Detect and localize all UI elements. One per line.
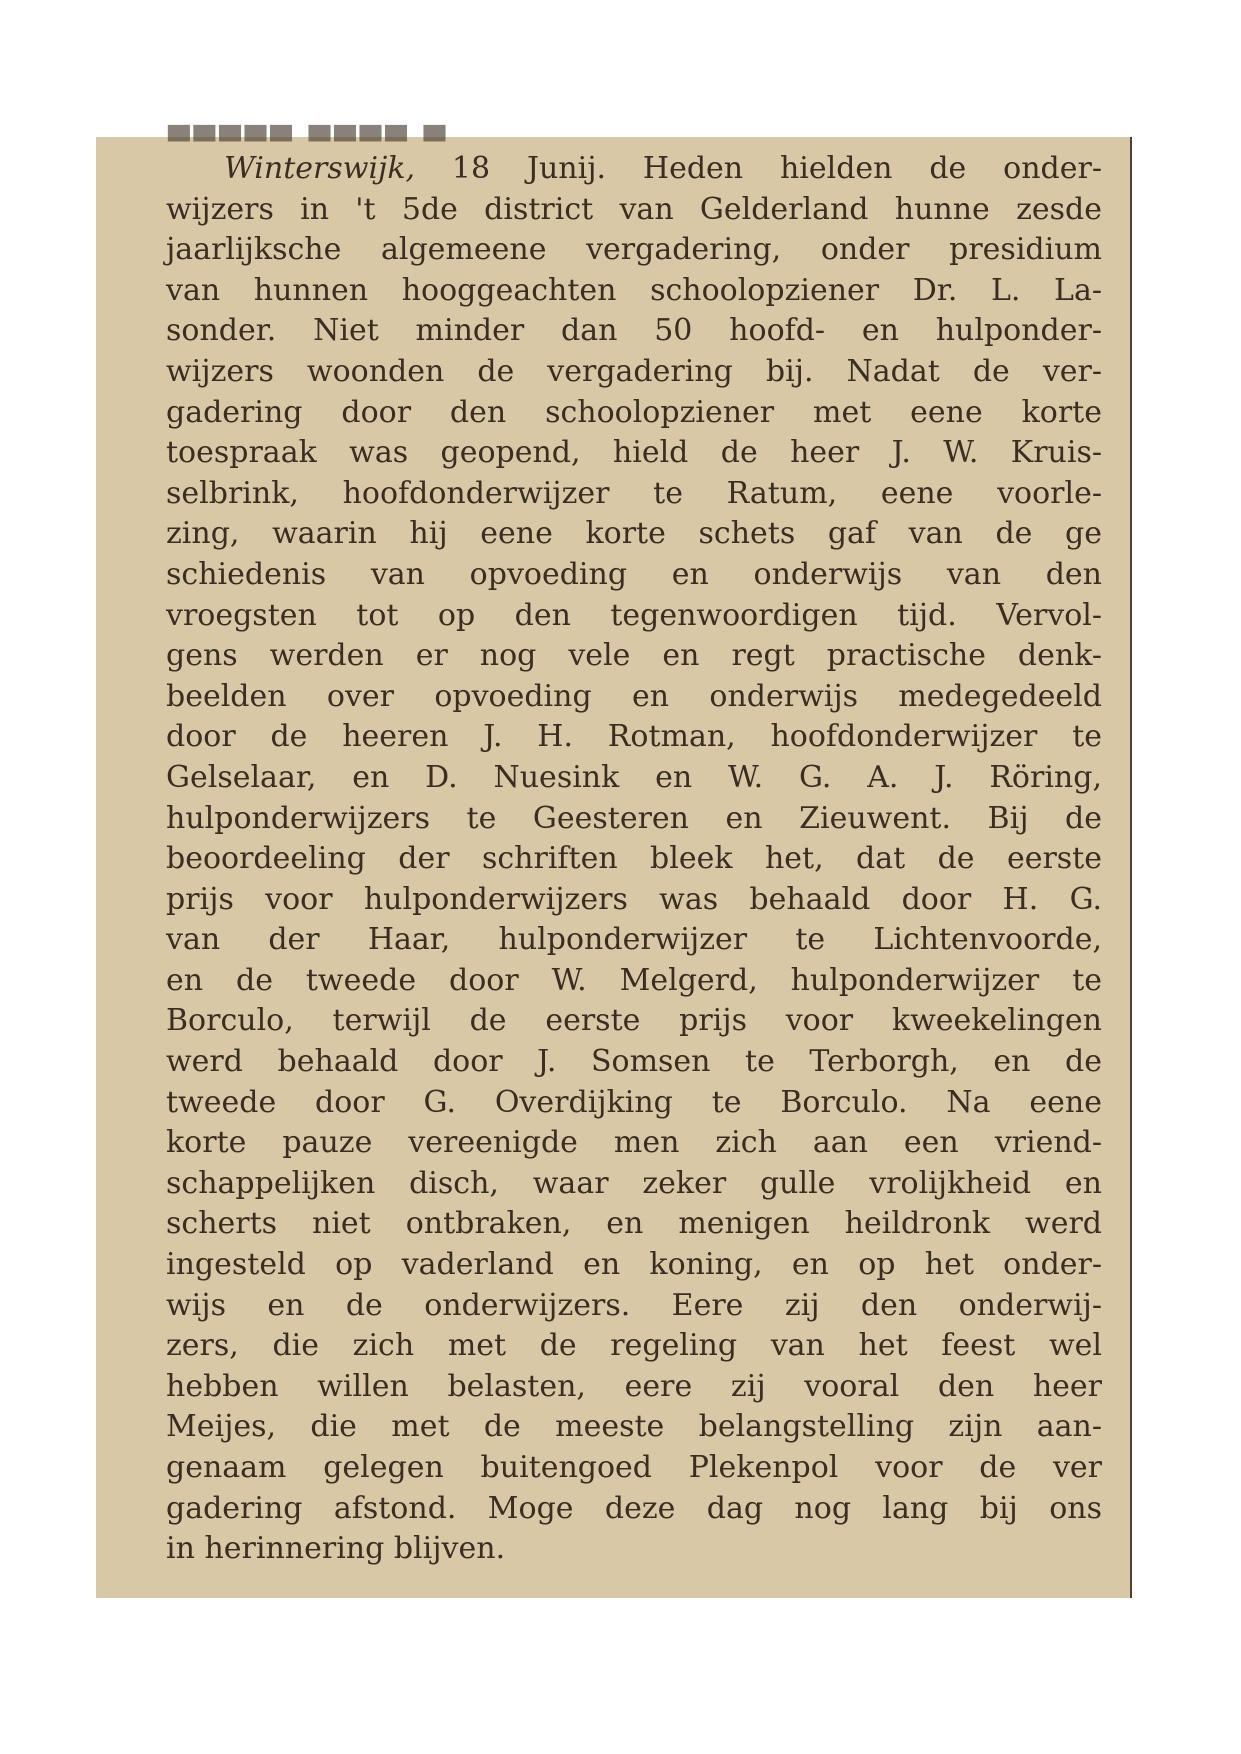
- article-line: en de tweede door W. Melgerd, hulponderwijzer te: [166, 962, 1102, 998]
- article-line: wijs en de onderwijzers. Eere zij den onderwij-: [166, 1287, 1102, 1323]
- article-line: hulponderwijzers te Geesteren en Zieuwent. Bij de: [166, 800, 1102, 836]
- article-line: Gelselaar, en D. Nuesink en W. G. A. J. Röring,: [166, 759, 1102, 795]
- article-place: Winterswijk,: [224, 151, 416, 186]
- article-line: van hunnen hooggeachten schoolopziener Dr. L. La-: [166, 272, 1102, 308]
- article-line: Borculo, terwijl de eerste prijs voor kweekelingen: [166, 1003, 1102, 1039]
- article-line: tweede door G. Overdijking te Borculo. Na eene: [166, 1084, 1102, 1120]
- cut-off-previous-line: ▀▀▀▀▀ ▀▀▀▀ ▀: [168, 125, 450, 158]
- newspaper-clipping: [96, 125, 1132, 1598]
- article-line: in herinnering blijven.: [166, 1531, 506, 1567]
- article-line: Winterswijk, 18 Junij. Heden hielden de onder-: [224, 151, 1102, 186]
- article-line: schappelijken disch, waar zeker gulle vrolijkheid en: [166, 1165, 1102, 1201]
- article-line: genaam gelegen buitengoed Plekenpol voor de ver: [166, 1450, 1102, 1485]
- article-line: vroegsten tot op den tegenwoordigen tijd. Vervol-: [166, 597, 1102, 633]
- article-line: wijzers in 't 5de district van Gelderland hunne zesde: [166, 191, 1102, 227]
- article-line: wijzers woonden de vergadering bij. Nadat de ver-: [166, 353, 1102, 389]
- article-line: schiedenis van opvoeding en onderwijs van den: [166, 556, 1102, 592]
- article-line: werd behaald door J. Somsen te Terborgh, en de: [166, 1044, 1102, 1080]
- article-line: prijs voor hulponderwijzers was behaald door H. G.: [166, 881, 1102, 917]
- article-line: zers, die zich met de regeling van het feest wel: [166, 1328, 1102, 1364]
- article-line: gens werden er nog vele en regt practische denk-: [166, 638, 1102, 674]
- article-line: zing, waarin hij eene korte schets gaf van de ge: [166, 516, 1102, 552]
- article-line: ingesteld op vaderland en koning, en op het onder-: [166, 1247, 1102, 1283]
- article-line: Meijes, die met de meeste belangstelling zijn aan-: [166, 1409, 1102, 1445]
- article-line: hebben willen belasten, eere zij vooral den heer: [166, 1368, 1102, 1404]
- article-line: door de heeren J. H. Rotman, hoofdonderwijzer te: [166, 719, 1102, 755]
- article-line: scherts niet ontbraken, en menigen heildronk werd: [166, 1206, 1102, 1242]
- article-line: gadering door den schoolopziener met eene korte: [166, 394, 1102, 430]
- article-line: sonder. Niet minder dan 50 hoofd- en hulponder-: [166, 313, 1102, 349]
- article-line: beoordeeling der schriften bleek het, dat de eerste: [166, 841, 1102, 877]
- article-line: korte pauze vereenigde men zich aan een vriend-: [166, 1125, 1102, 1161]
- article-line: selbrink, hoofdonderwijzer te Ratum, eene voorle-: [166, 475, 1102, 511]
- article-body: [166, 149, 1102, 1570]
- article-line: beelden over opvoeding en onderwijs medegedeeld: [166, 678, 1102, 714]
- article-line: gadering afstond. Moge deze dag nog lang bij ons: [166, 1490, 1102, 1526]
- article-line: jaarlijksche algemeene vergadering, onder presidium: [166, 232, 1102, 268]
- article-line: toespraak was geopend, hield de heer J. W. Kruis-: [166, 435, 1102, 471]
- article-line: van der Haar, hulponderwijzer te Lichtenvoorde,: [166, 922, 1102, 958]
